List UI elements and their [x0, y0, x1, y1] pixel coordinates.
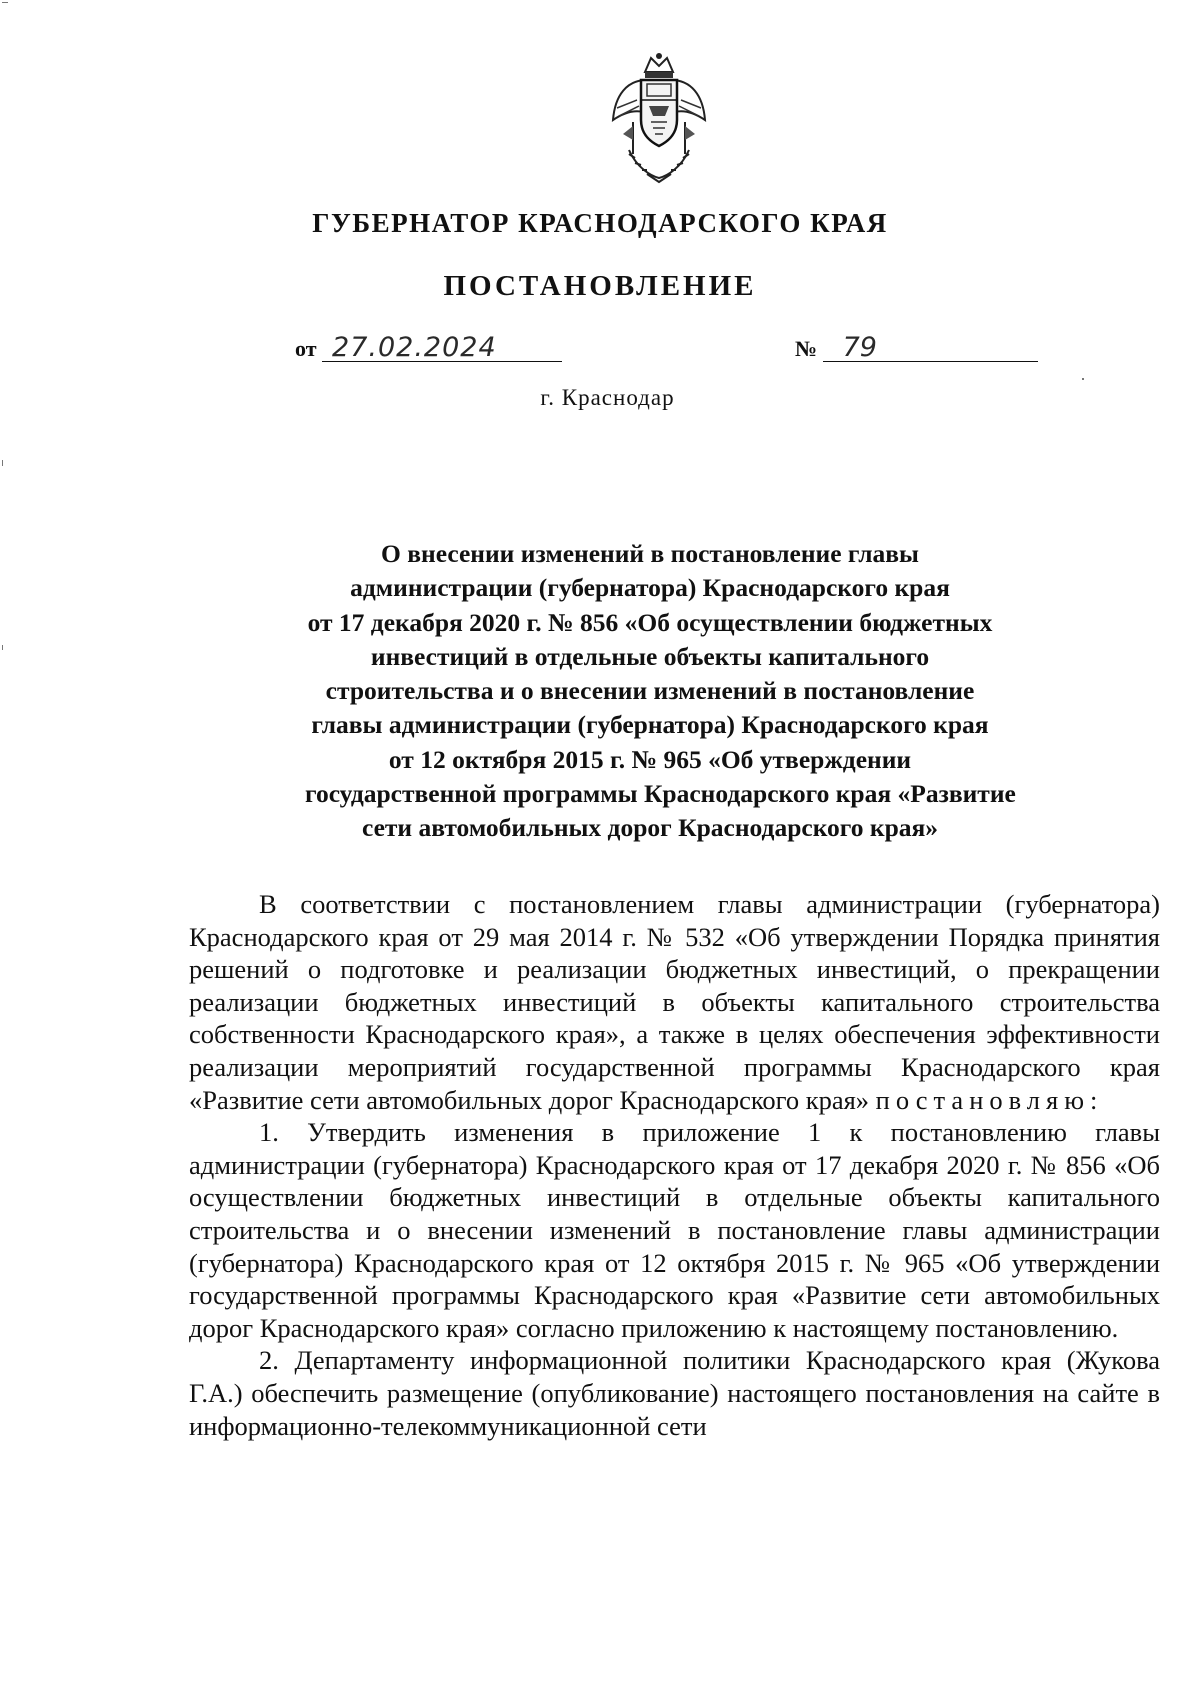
title-line: государственной программы Краснодарского края «Развитие [305, 779, 1016, 809]
title-line: сети автомобильных дорог Краснодарского края» [361, 813, 939, 843]
title-line: строительства и о внесении изменений в постановление [325, 676, 975, 706]
scan-artifact [2, 460, 3, 466]
document-type: ПОСТАНОВЛЕНИЕ [443, 270, 757, 302]
item-2-paragraph: 2. Департаменту информационной политики Краснодарского края (Жукова Г.А.) обеспечить размещение (опубликование) настоящего постановления на сайте в информационно-телекоммуникационной сети [189, 1345, 1160, 1441]
scan-artifact [1082, 378, 1084, 380]
preamble-text: В соответствии с постановлением главы администрации (губернатора) Краснодарского края от 29 мая 2014 г. № 532 «Об утверждении Порядка принятия решений о подготовке и реализации бюджетных инвестиций, о прекращении реализации бюджетных инвестиций в объекты капитального строительства собственности Краснодарского края», а также в целях обеспечения эффективности реализации мероприятий государственной программы Краснодарского края «Развитие сети автомобильных дорог Краснодарского края» [189, 889, 1160, 1115]
preamble-paragraph [189, 888, 1160, 1116]
number-prefix: № [795, 336, 818, 361]
title-line: от 17 декабря 2020 г. № 856 «Об осуществлении бюджетных [307, 607, 993, 637]
date-field [295, 332, 562, 363]
item-1-paragraph: 1. Утвердить изменения в приложение 1 к постановлению главы администрации (губернатора) Краснодарского края от 17 декабря 2020 г. № 856 «Об осуществлении бюджетных инвестиций в отдельные объекты капитального строительства и о внесении изменений в постановление главы администрации (губернатора) Краснодарского края от 12 октября 2015 г. № 965 «Об утверждении государственной программы Краснодарского края «Развитие сети автомобильных дорог Краснодарского края» согласно приложению к настоящему постановлению. [189, 1117, 1160, 1343]
title-line: от 12 октября 2015 г. № 965 «Об утверждении [388, 744, 912, 774]
coat-of-arms-icon [607, 50, 712, 185]
document-title [265, 537, 1016, 846]
city: г. Краснодар [540, 385, 675, 410]
date-value: 27.02.2024 [322, 335, 562, 362]
scan-artifact [2, 645, 3, 650]
title-line: инвестиций в отдельные объекты капитального [370, 641, 930, 671]
issuing-authority: ГУБЕРНАТОР КРАСНОДАРСКОГО КРАЯ [312, 208, 888, 238]
scan-artifact [2, 2, 8, 3]
title-line: администрации (губернатора) Краснодарского края [350, 573, 950, 603]
title-line: О внесении изменений в постановление главы [381, 539, 919, 568]
date-prefix: от [295, 336, 317, 361]
document-body [189, 888, 1160, 1442]
resolve-word: постановляю: [875, 1084, 1104, 1115]
number-field [795, 332, 1038, 363]
number-value: 79 [823, 335, 1038, 362]
title-line: главы администрации (губернатора) Краснодарского края [311, 710, 989, 740]
